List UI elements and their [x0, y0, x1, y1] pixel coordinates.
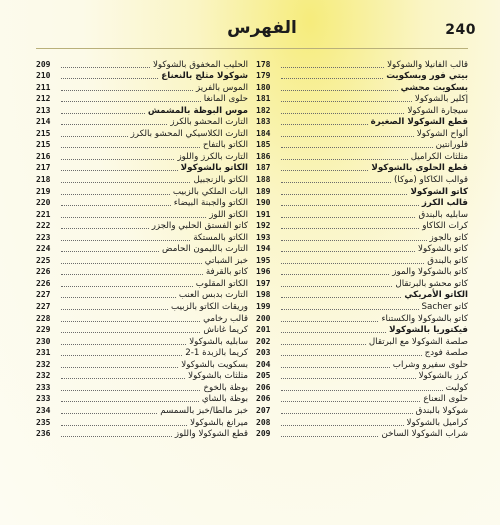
index-entry	[256, 220, 468, 232]
dot-leader	[61, 194, 170, 195]
index-entry	[256, 231, 468, 243]
entry-page-number: 219	[36, 186, 51, 196]
entry-page-number: 211	[36, 82, 51, 92]
dot-leader	[281, 413, 413, 414]
entry-page-number: 182	[256, 105, 271, 115]
entry-page-number: 206	[256, 382, 271, 392]
entry-title: كرز بالشوكولا	[418, 371, 468, 382]
index-entry	[36, 393, 248, 405]
index-entry	[256, 312, 468, 324]
dot-leader	[61, 205, 171, 206]
entry-page-number: 214	[36, 117, 51, 127]
entry-page-number: 193	[256, 232, 271, 242]
entry-title: كاتو الفستق الحلبي والجزر	[151, 221, 248, 232]
entry-title: كاتو بالقرفة	[205, 267, 248, 278]
dot-leader	[61, 90, 193, 91]
dot-leader	[61, 217, 206, 218]
dot-leader	[281, 367, 390, 368]
index-column-left	[36, 58, 248, 439]
entry-page-number: 209	[36, 59, 51, 69]
entry-page-number: 178	[256, 59, 271, 69]
entry-title: شراب الشوكولا الساخن	[381, 429, 468, 440]
index-entry	[36, 208, 248, 220]
index-entry	[256, 324, 468, 336]
dot-leader	[281, 321, 378, 322]
dot-leader	[61, 401, 199, 402]
entry-page-number: 229	[36, 325, 51, 335]
entry-page-number: 235	[36, 417, 51, 427]
entry-page-number: 232	[36, 359, 51, 369]
entry-title: كاتو بالشوكولا والكستناء	[381, 313, 468, 324]
dot-leader	[281, 332, 386, 333]
index-entry	[36, 93, 248, 105]
index-entry	[256, 104, 468, 116]
dot-leader	[61, 113, 145, 114]
entry-title: صلصة فودج	[424, 348, 468, 359]
entry-title: كريما غاناش	[203, 325, 248, 336]
dot-leader	[61, 367, 178, 368]
index-entry	[36, 197, 248, 209]
entry-title: التارت بدبس العنب	[178, 290, 248, 301]
entry-page-number: 189	[256, 186, 271, 196]
entry-page-number: 224	[36, 244, 51, 254]
index-entry	[36, 370, 248, 382]
entry-page-number: 212	[36, 94, 51, 104]
entry-title: الكاتو المقلوب	[195, 278, 248, 289]
index-entry	[256, 162, 468, 174]
index-entry	[36, 139, 248, 151]
index-entry	[36, 254, 248, 266]
dot-leader	[61, 344, 186, 345]
dot-leader	[281, 228, 419, 229]
entry-page-number: 223	[36, 232, 51, 242]
page-number: 240	[445, 22, 476, 38]
dot-leader	[61, 309, 168, 310]
entry-title: الكاتو بالزنجبيل	[193, 175, 248, 186]
entry-page-number: 220	[36, 198, 51, 208]
entry-page-number: 227	[36, 302, 51, 312]
index-entry	[256, 81, 468, 93]
dot-leader	[281, 378, 416, 379]
entry-page-number: 198	[256, 290, 271, 300]
entry-title: الكاتو بالتفاح	[202, 140, 248, 151]
index-entry	[36, 347, 248, 359]
index-entry	[256, 300, 468, 312]
dot-leader	[281, 274, 389, 275]
entry-title: التارت المحشو بالكرز	[170, 117, 248, 128]
entry-title: سيجارة الشوكولا	[407, 105, 468, 116]
dot-leader	[281, 78, 383, 79]
dot-leader	[281, 425, 404, 426]
entry-title: ألواح الشوكولا	[416, 128, 468, 139]
entry-title: شوكولا بالبندق	[415, 405, 468, 416]
entry-title: فيكتوريا بالشوكولا	[389, 325, 468, 336]
entry-title: حلوى النعناع	[423, 394, 468, 405]
entry-page-number: 194	[256, 244, 271, 254]
page-header	[0, 0, 500, 58]
entry-page-number: 203	[256, 348, 271, 358]
entry-title: الكاتو الأمريكي	[404, 290, 468, 301]
dot-leader	[61, 321, 200, 322]
entry-title: سابليه بالبندق	[418, 209, 468, 220]
entry-page-number: 215	[36, 128, 51, 138]
entry-page-number: 179	[256, 71, 271, 81]
entry-page-number: 226	[36, 278, 51, 288]
entry-title: خبز الشباتي	[204, 255, 248, 266]
entry-page-number: 225	[36, 255, 51, 265]
entry-page-number: 206	[256, 394, 271, 404]
entry-title: قوالب الكاكاو (موكا)	[394, 175, 468, 186]
index-entry	[256, 150, 468, 162]
entry-title: إكلير بالشوكولا	[414, 94, 468, 105]
index-entry	[36, 243, 248, 255]
dot-leader	[61, 274, 203, 275]
dot-leader	[61, 413, 157, 414]
entry-page-number: 230	[36, 336, 51, 346]
index-entry	[256, 347, 468, 359]
entry-title: كاتو بالجوز	[429, 232, 468, 243]
entry-title: حلوى المانغا	[203, 94, 248, 105]
entry-title: التارت بالكرز واللوز	[177, 151, 248, 162]
entry-title: كرات الكاكاو	[422, 221, 468, 232]
entry-page-number: 234	[36, 405, 51, 415]
dot-leader	[61, 124, 167, 125]
entry-title: قطع الشوكولا الصغيرة	[370, 117, 468, 128]
entry-page-number: 213	[36, 105, 51, 115]
dot-leader	[61, 67, 150, 68]
entry-title: بسكويت بالشوكولا	[181, 359, 248, 370]
index-entry	[36, 104, 248, 116]
entry-page-number: 226	[36, 267, 51, 277]
entry-page-number: 200	[256, 313, 271, 323]
index-entry	[36, 381, 248, 393]
entry-page-number: 232	[36, 371, 51, 381]
index-entry	[256, 127, 468, 139]
entry-title: فلورانتين	[435, 140, 468, 151]
entry-title: مثلثات بالشوكولا	[188, 371, 248, 382]
dot-leader	[281, 182, 391, 183]
entry-title: بيتي فور وبسكويت	[386, 71, 468, 82]
dot-leader	[61, 159, 174, 160]
entry-page-number: 187	[256, 163, 271, 173]
index-entry	[36, 404, 248, 416]
entry-title: كاتو بالبندق	[427, 255, 468, 266]
index-entry	[36, 324, 248, 336]
entry-title: كاتو بالشوكولا والموز	[392, 267, 468, 278]
dot-leader	[281, 147, 433, 148]
dot-leader	[281, 101, 412, 102]
entry-title: الحليب المخفوق بالشوكولا	[152, 59, 248, 70]
index-entry	[36, 116, 248, 128]
index-entry	[36, 220, 248, 232]
dot-leader	[281, 240, 427, 241]
dot-leader	[61, 355, 182, 356]
entry-page-number: 197	[256, 278, 271, 288]
dot-leader	[61, 251, 159, 252]
entry-title: خبز مالطا/خبز بالسمسم	[160, 405, 248, 416]
entry-page-number: 204	[256, 359, 271, 369]
dot-leader	[281, 136, 414, 137]
index-entry	[256, 335, 468, 347]
index-entry	[256, 70, 468, 82]
entry-title: التارت بالليمون الحامض	[162, 244, 248, 255]
entry-page-number: 199	[256, 302, 271, 312]
entry-title: ميرانغ بالشوكولا	[190, 417, 248, 428]
entry-page-number: 195	[256, 255, 271, 265]
entry-page-number: 216	[36, 151, 51, 161]
entry-page-number: 191	[256, 209, 271, 219]
entry-page-number: 228	[36, 313, 51, 323]
index-entry	[36, 266, 248, 278]
entry-title: البات الملكي بالزبيب	[172, 186, 248, 197]
dot-leader	[281, 401, 420, 402]
entry-title: بوظة بالشاي	[201, 394, 248, 405]
dot-leader	[281, 159, 408, 160]
page-title: الفهرس	[227, 18, 297, 38]
dot-leader	[281, 390, 443, 391]
entry-page-number: 231	[36, 348, 51, 358]
dot-leader	[281, 67, 384, 68]
entry-title: كاتو بالشوكولا	[418, 244, 468, 255]
index-entry	[256, 139, 468, 151]
entry-title: الكاتو اللوز	[209, 209, 248, 220]
dot-leader	[281, 309, 419, 310]
entry-title: سابليه بالشوكولا	[189, 336, 248, 347]
index-entry	[36, 416, 248, 428]
entry-page-number: 180	[256, 82, 271, 92]
index-entry	[36, 428, 248, 440]
entry-title: وريقات الكاتو بالزبيب	[170, 302, 248, 313]
index-entry	[256, 381, 468, 393]
index-entry	[256, 266, 468, 278]
entry-title: كاتو الشوكولا	[410, 186, 468, 197]
index-column-right	[256, 58, 468, 439]
entry-title: مثلثات الكراميل	[410, 151, 468, 162]
dot-leader	[281, 286, 392, 287]
index-entry	[256, 243, 468, 255]
entry-title: قطع الشوكولا واللوز	[174, 429, 248, 440]
index-entry	[36, 127, 248, 139]
entry-page-number: 222	[36, 221, 51, 231]
entry-page-number: 233	[36, 382, 51, 392]
dot-leader	[61, 263, 202, 264]
index-entry	[36, 150, 248, 162]
index-entry	[256, 197, 468, 209]
index-entry	[36, 335, 248, 347]
entry-title: الموس بالفريز	[195, 82, 248, 93]
index-entry	[256, 254, 468, 266]
entry-title: كوليت	[445, 382, 468, 393]
index-entry	[36, 289, 248, 301]
entry-page-number: 210	[36, 71, 51, 81]
entry-page-number: 208	[256, 417, 271, 427]
index-entry	[256, 277, 468, 289]
entry-page-number: 205	[256, 371, 271, 381]
index-entry	[36, 162, 248, 174]
entry-page-number: 233	[36, 394, 51, 404]
index-entry	[36, 173, 248, 185]
entry-title: صلصة الشوكولا مع البرتقال	[368, 336, 468, 347]
index-entry	[256, 416, 468, 428]
dot-leader	[61, 240, 190, 241]
entry-page-number: 186	[256, 151, 271, 161]
entry-page-number: 188	[256, 175, 271, 185]
index-entry	[36, 312, 248, 324]
entry-title: كريما بالزبدة 1-2	[185, 348, 248, 359]
entry-page-number: 202	[256, 336, 271, 346]
index-entry	[256, 58, 468, 70]
entry-title: الكاتو بالمستكة	[193, 232, 248, 243]
entry-title: بوظة بالخوخ	[203, 382, 248, 393]
index-entry	[256, 404, 468, 416]
dot-leader	[61, 136, 128, 137]
dot-leader	[61, 101, 201, 102]
header-divider	[36, 48, 468, 49]
dot-leader	[281, 205, 419, 206]
index-entry	[36, 81, 248, 93]
entry-page-number: 192	[256, 221, 271, 231]
entry-title: كراميل بالشوكولا	[406, 417, 468, 428]
entry-page-number: 221	[36, 209, 51, 219]
index-entry	[36, 70, 248, 82]
entry-page-number: 215	[36, 140, 51, 150]
entry-title: موس البوظة بالمشمش	[147, 105, 248, 116]
dot-leader	[281, 344, 366, 345]
index-entry	[256, 185, 468, 197]
dot-leader	[281, 436, 378, 437]
index-entry	[36, 231, 248, 243]
entry-page-number: 181	[256, 94, 271, 104]
dot-leader	[281, 217, 415, 218]
entry-title: بسكويت محشي	[400, 82, 468, 93]
entry-title: شوكولا مثلج بالنعناع	[161, 71, 248, 82]
entry-page-number: 183	[256, 117, 271, 127]
dot-leader	[281, 297, 401, 298]
entry-title: التارت الكلاسيكي المحشو بالكرز	[130, 128, 248, 139]
entry-title: الكاتو والجبنة البيضاء	[173, 198, 248, 209]
entry-title: حلوى سفيرو وشراب	[392, 359, 468, 370]
index-entry	[36, 58, 248, 70]
index-entry	[256, 428, 468, 440]
dot-leader	[61, 436, 172, 437]
index-entry	[256, 358, 468, 370]
entry-title: قطع الحلوى بالشوكولا	[371, 163, 468, 174]
entry-page-number: 218	[36, 175, 51, 185]
index-entry	[256, 173, 468, 185]
dot-leader	[61, 378, 185, 379]
entry-page-number: 217	[36, 163, 51, 173]
dot-leader	[61, 332, 200, 333]
dot-leader	[61, 297, 176, 298]
index-entry	[256, 93, 468, 105]
entry-page-number: 227	[36, 290, 51, 300]
dot-leader	[61, 228, 149, 229]
dot-leader	[61, 425, 187, 426]
entry-page-number: 207	[256, 405, 271, 415]
index-entry	[256, 393, 468, 405]
dot-leader	[61, 170, 178, 171]
dot-leader	[61, 182, 190, 183]
dot-leader	[61, 78, 158, 79]
entry-title: قالب الكرز	[421, 198, 468, 209]
entry-page-number: 209	[256, 429, 271, 439]
entry-page-number: 196	[256, 267, 271, 277]
entry-page-number: 185	[256, 140, 271, 150]
dot-leader	[281, 355, 422, 356]
entry-title: قالب الفانيلا والشوكولا	[387, 59, 468, 70]
dot-leader	[281, 251, 415, 252]
entry-page-number: 184	[256, 128, 271, 138]
index-entry	[256, 370, 468, 382]
dot-leader	[61, 286, 193, 287]
entry-page-number: 201	[256, 325, 271, 335]
index-entry	[256, 289, 468, 301]
index-entry	[36, 185, 248, 197]
entry-title: الكاتو بالشوكولا	[180, 163, 248, 174]
index-entry	[256, 208, 468, 220]
dot-leader	[281, 263, 424, 264]
dot-leader	[281, 90, 398, 91]
entry-page-number: 236	[36, 429, 51, 439]
dot-leader	[61, 390, 200, 391]
dot-leader	[281, 124, 368, 125]
entry-page-number: 190	[256, 198, 271, 208]
dot-leader	[281, 194, 407, 195]
index-entry	[36, 358, 248, 370]
dot-leader	[281, 113, 404, 114]
index-entry	[256, 116, 468, 128]
entry-title: كاتو محشو بالبرتقال	[395, 278, 468, 289]
index-entry	[36, 300, 248, 312]
dot-leader	[281, 170, 368, 171]
entry-title: كاتو Sacher	[421, 302, 468, 313]
dot-leader	[61, 147, 200, 148]
index-entry	[36, 277, 248, 289]
entry-title: قالب رخامي	[203, 313, 248, 324]
